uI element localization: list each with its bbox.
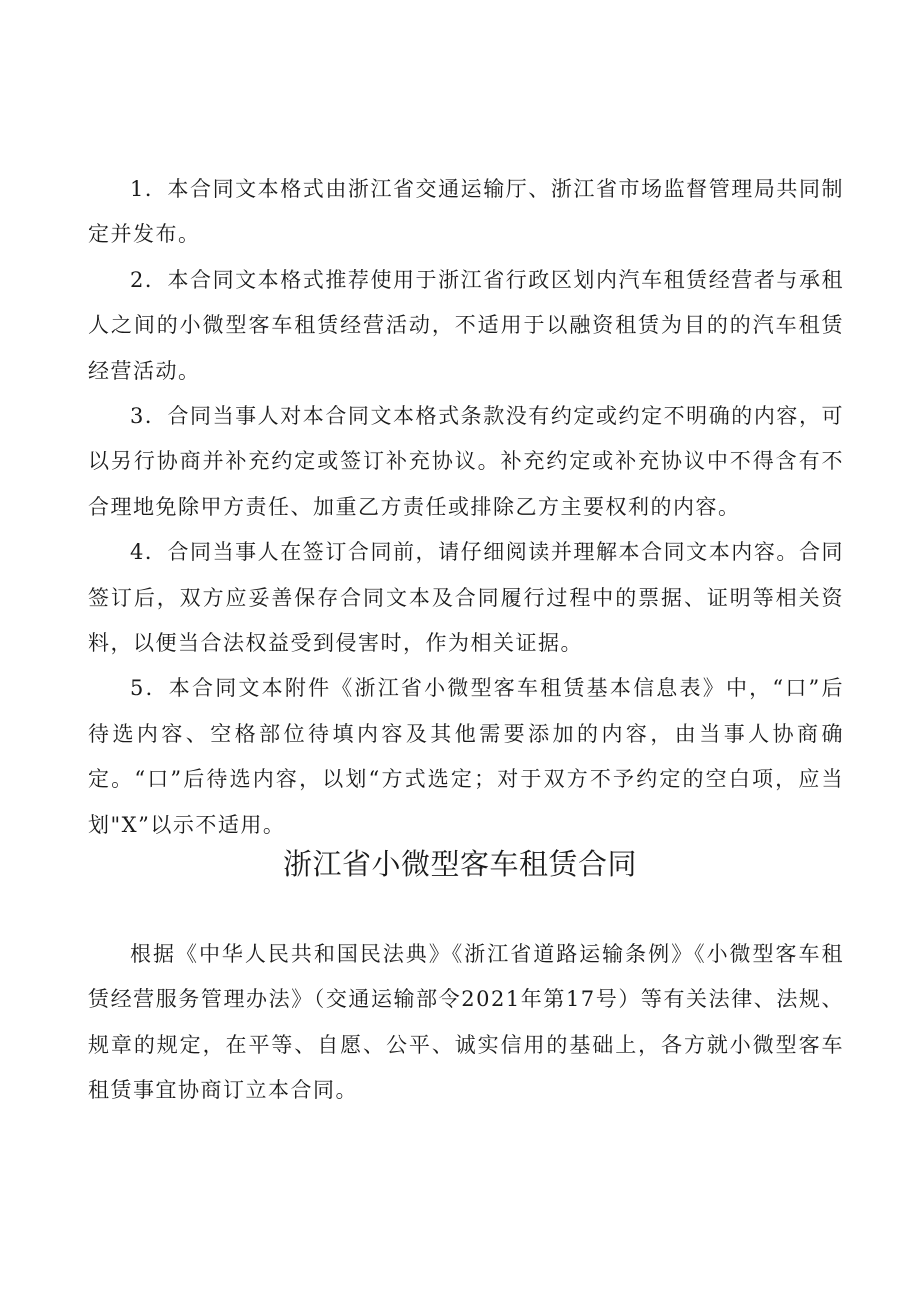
contract-preamble <box>88 932 844 1114</box>
contract-title: 浙江省小微型客车租赁合同 <box>282 847 637 881</box>
usage-note-3: 3．合同当事人对本合同文本格式条款没有约定或约定不明确的内容，可以另行协商并补充约定或签订补充协议。补充约定或补充协议中不得含有不合理地免除甲方责任、加重乙方责任或排除乙方主要权利的内容。 <box>88 404 844 519</box>
usage-note-4: 4．合同当事人在签订合同前，请仔细阅读并理解本合同文本内容。合同签订后，双方应妥善保存合同文本及合同履行过程中的票据、证明等相关资料，以便当合法权益受到侵害时，作为相关证据。 <box>88 540 844 656</box>
usage-notes <box>88 167 844 848</box>
usage-note-1: 1．本合同文本格式由浙江省交通运输厅、浙江省市场监督管理局共同制定并发布。 <box>88 177 844 247</box>
preamble-paragraph: 根据《中华人民共和国民法典》《浙江省道路运输条例》《小微型客车租赁经营服务管理办法》（交通运输部令2021年第17号）等有关法律、法规、规章的规定，在平等、自愿、公平、诚实信用的基础上，各方就小微型客车租赁事宜协商订立本合同。 <box>88 942 844 1103</box>
usage-note-2: 2．本合同文本格式推荐使用于浙江省行政区划内汽车租赁经营者与承租人之间的小微型客车租赁经营活动，不适用于以融资租赁为目的的汽车租赁经营活动。 <box>88 267 844 383</box>
usage-note-5: 5．本合同文本附件《浙江省小微型客车租赁基本信息表》中，“口”后待选内容、空格部位待填内容及其他需要添加的内容，由当事人协商确定。“口”后待选内容，以划“方式选定；对于双方不予约定的空白项，应当划"X”以示不适用。 <box>88 676 844 837</box>
